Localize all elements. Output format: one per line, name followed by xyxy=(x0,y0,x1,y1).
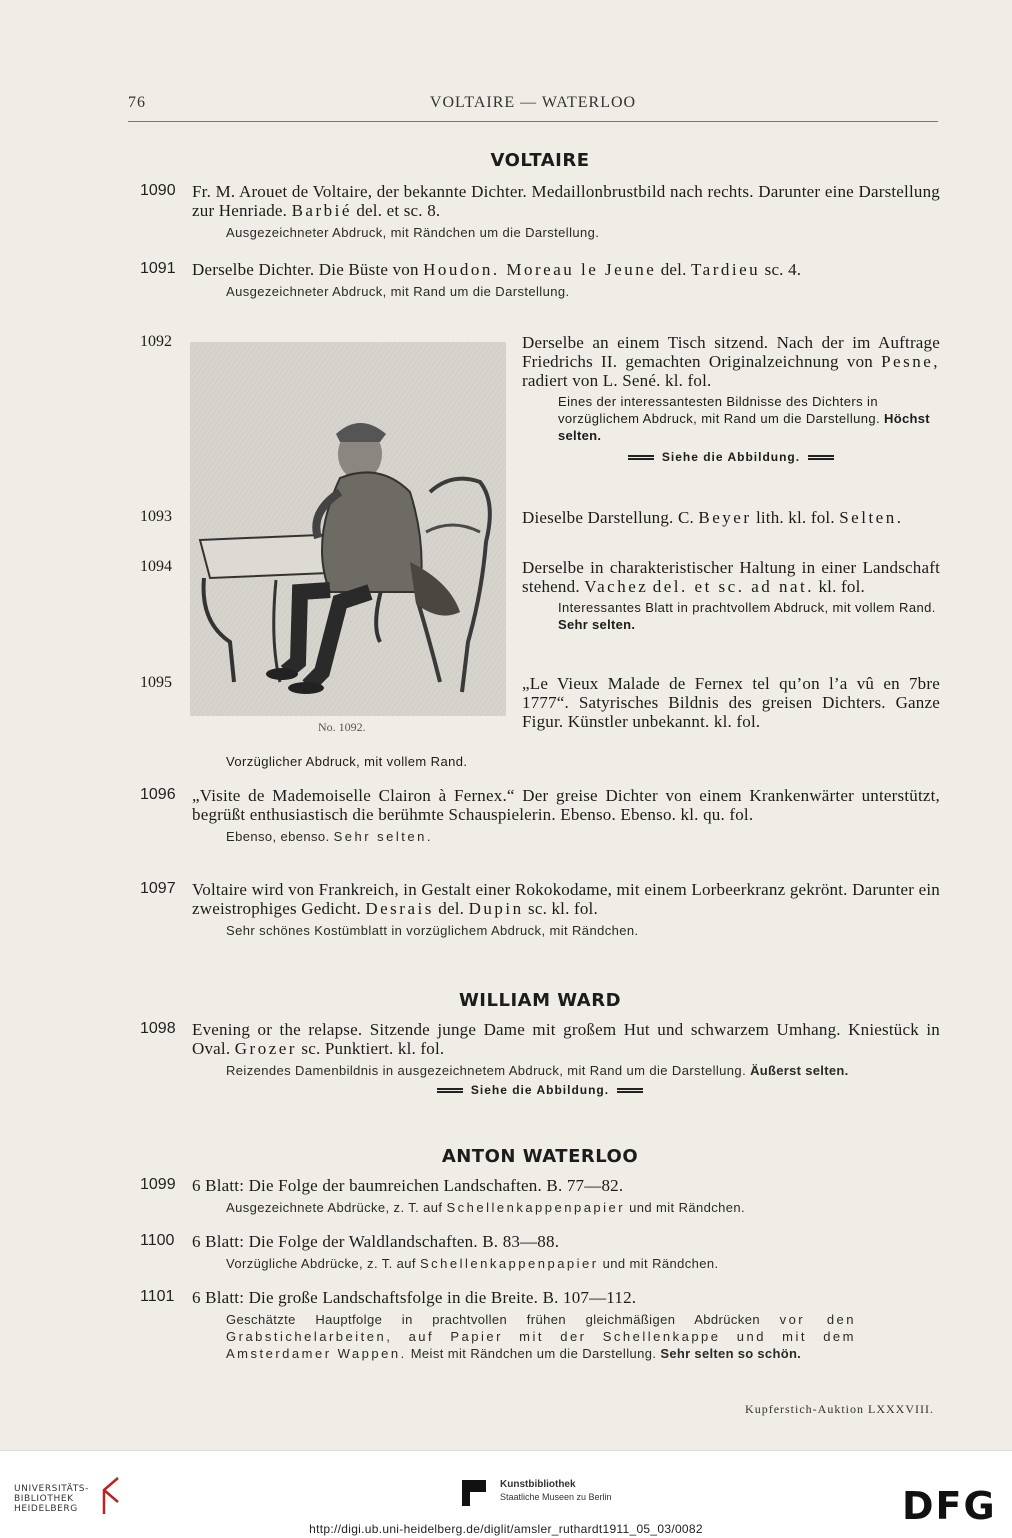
entry-text xyxy=(192,880,940,918)
note-text: Ebenso, ebenso. xyxy=(226,829,330,844)
note-text: und mit Rändchen. xyxy=(629,1200,746,1215)
entry-note xyxy=(226,1199,940,1216)
kb-subtitle: Staatliche Museen zu Berlin xyxy=(500,1492,612,1502)
ub-heidelberg-logo[interactable] xyxy=(14,1484,89,1514)
entry-note xyxy=(226,828,940,845)
source-url-link[interactable]: http://digi.ub.uni-heidelberg.de/diglit/amsler_ruthardt1911_05_03/0082 xyxy=(309,1522,703,1536)
double-rule-icon xyxy=(437,1088,463,1093)
ub-logo-line: UNIVERSITÄTS- xyxy=(14,1484,89,1494)
entry-text xyxy=(192,182,940,220)
section-title-voltaire: VOLTAIRE xyxy=(490,150,590,171)
rarity-label: Sehr selten so schön. xyxy=(660,1346,802,1361)
paper-type: Schellenkappenpapier xyxy=(419,1256,599,1271)
entry-text xyxy=(192,1020,940,1058)
note-text: Meist mit Rändchen um die Darstellung. xyxy=(410,1346,657,1361)
entry-text: 6 Blatt: Die Folge der Waldlandschaften. B. 83—88. xyxy=(192,1232,560,1251)
kunstbibliothek-logo-icon xyxy=(460,1474,488,1508)
rarity-label: Äußerst selten. xyxy=(750,1063,849,1078)
artist-name: Tardieu xyxy=(690,260,761,279)
entry-technique: radiert von L. Sené. kl. fol. xyxy=(522,371,712,390)
artist-name: Grozer xyxy=(234,1039,297,1058)
artist-name: Desrais xyxy=(365,899,434,918)
running-title: VOLTAIRE — WATERLOO xyxy=(429,94,637,111)
figure-caption: No. 1092. xyxy=(318,720,366,734)
note-text: Eines der interessantesten Bildnisse des Dichters in vorzüglichem Abdruck, mit Rand um die Darstellung. xyxy=(558,394,881,426)
artist-name: Houdon. Moreau le Jeune xyxy=(423,260,657,279)
entry-text: „Visite de Mademoiselle Clairon à Fernex.“ Der greise Dichter von einem Krankenwärter unterstützt, begrüßt enthusiastisch die berühmte Schauspielerin. Ebenso. Ebenso. kl. qu. fol. xyxy=(192,786,940,824)
entry-note xyxy=(558,599,940,633)
entry-text: „Le Vieux Malade de Fernex tel qu’on l’a vû en 7bre 1777“. Satyrisches Bildnis des greisen Dichters. Ganze Figur. Künstler unbekannt. kl. fol. xyxy=(522,674,940,731)
see-illustration-label: Siehe die Abbildung. xyxy=(661,450,801,464)
entry-technique: del. xyxy=(438,899,465,918)
entry-technique: lith. kl. fol. xyxy=(755,508,835,527)
kunstbibliothek-credit[interactable] xyxy=(500,1478,612,1503)
note-text: Vorzügliche Abdrücke, z. T. auf xyxy=(226,1256,416,1271)
page-number: 76 xyxy=(128,94,146,111)
artist-name: Vachez xyxy=(584,577,649,596)
catalog-entry-1098 xyxy=(140,1020,940,1097)
running-header xyxy=(128,92,938,122)
entry-note xyxy=(558,393,940,444)
double-rule-icon xyxy=(628,455,654,460)
entry-format: kl. fol. xyxy=(818,577,865,596)
ub-emblem-icon xyxy=(98,1476,124,1516)
rarity-label: Höchst selten. xyxy=(558,411,930,443)
note-text: Interessantes Blatt in prachtvollem Abdruck, mit vollem Rand. xyxy=(558,600,936,615)
entry-description: Evening or the relapse. Sitzende junge Dame mit großem Hut und schwarzem Umhang. Kniestück in Oval. xyxy=(192,1020,940,1058)
dfg-logo[interactable]: DFG xyxy=(902,1484,997,1528)
entry-note: Sehr schönes Kostümblatt in vorzüglichem Abdruck, mit Rändchen. xyxy=(226,923,639,938)
catalog-entry-1099 xyxy=(140,1176,940,1216)
entry-number-1094: 1094 xyxy=(140,558,172,575)
entry-number: 1098 xyxy=(140,1020,176,1037)
entry-technique: del. xyxy=(660,260,687,279)
rarity-label: Sehr selten. xyxy=(333,829,433,844)
entry-text xyxy=(192,260,940,279)
note-text: und mit Rändchen. xyxy=(602,1256,719,1271)
catalog-entry-1090 xyxy=(140,182,940,241)
catalog-entry-1100 xyxy=(140,1232,940,1272)
catalog-entry-1101 xyxy=(140,1288,940,1362)
section-title-anton-waterloo: ANTON WATERLOO xyxy=(441,1146,639,1167)
entry-technique: sc. kl. fol. xyxy=(528,899,598,918)
note-text: Ausgezeichnete Abdrücke, z. T. auf xyxy=(226,1200,443,1215)
entry-number: 1100 xyxy=(140,1232,175,1249)
entry-technique: sc. Punktiert. kl. fol. xyxy=(301,1039,445,1058)
ub-logo-line: BIBLIOTHEK xyxy=(14,1494,74,1504)
note-text: Reizendes Damenbildnis in ausgezeichnetem Abdruck, mit Rand um die Darstellung. xyxy=(226,1063,747,1078)
catalog-entry-1091 xyxy=(140,260,940,300)
entry-number-1095: 1095 xyxy=(140,674,172,691)
entry-description: Derselbe an einem Tisch sitzend. Nach der im Auftrage Friedrichs II. gemachten Originalzeichnung von xyxy=(522,333,940,371)
entry-text xyxy=(522,333,940,390)
entry-note xyxy=(226,1311,856,1362)
rarity-label: Sehr selten. xyxy=(558,617,636,632)
auction-footer: Kupferstich-Auktion LXXXVIII. xyxy=(745,1402,934,1416)
artist-name: Pesne, xyxy=(881,352,940,371)
entry-note xyxy=(226,1255,940,1272)
portrait-illustration xyxy=(190,342,506,716)
catalog-entry-1096 xyxy=(140,786,940,845)
catalog-entry-1095 xyxy=(522,674,940,731)
catalog-entry-1093 xyxy=(522,508,940,527)
section-title-william-ward: WILLIAM WARD xyxy=(458,990,622,1011)
entry-technique: del. et sc. ad nat. xyxy=(652,577,815,596)
entry-text: 6 Blatt: Die Folge der baumreichen Landschaften. B. 77—82. xyxy=(192,1176,624,1195)
double-rule-icon xyxy=(808,455,834,460)
rarity-label: Selten. xyxy=(839,508,904,527)
state-description: vor den Grabstichelarbeiten, auf Papier mit der Schellenkappe und mit dem Amsterdamer Wappen. xyxy=(226,1312,857,1361)
entry-text: 6 Blatt: Die große Landschaftsfolge in die Breite. B. 107—112. xyxy=(192,1288,637,1307)
entry-technique: del. et sc. 8. xyxy=(356,201,441,220)
entry-description: Voltaire wird von Frankreich, in Gestalt einer Rokokodame, mit einem Lorbeerkranz gekrönt. Darunter ein zweistrophiges Gedicht. xyxy=(192,880,940,918)
entry-description: Fr. M. Arouet de Voltaire, der bekannte Dichter. Medaillonbrustbild nach rechts. Darunter eine Darstellung zur Henriade. xyxy=(192,182,940,220)
entry-technique: sc. 4. xyxy=(764,260,802,279)
catalog-entry-1097 xyxy=(140,880,940,939)
entry-number: 1090 xyxy=(140,182,176,199)
entry-text xyxy=(522,558,940,596)
ub-logo-line: HEIDELBERG xyxy=(14,1504,78,1514)
entry-note xyxy=(226,1062,940,1079)
entry-number-1093: 1093 xyxy=(140,508,172,525)
entry-number-1092: 1092 xyxy=(140,333,172,350)
artist-name: Beyer xyxy=(698,508,752,527)
see-illustration xyxy=(140,1083,940,1097)
entry-number: 1096 xyxy=(140,786,176,803)
double-rule-icon xyxy=(617,1088,643,1093)
entry-description: Derselbe Dichter. Die Büste von xyxy=(192,260,419,279)
entry-number: 1097 xyxy=(140,880,176,897)
catalog-entry-1094 xyxy=(522,558,940,633)
entry-description: Dieselbe Darstellung. C. xyxy=(522,508,694,527)
entry-text xyxy=(522,508,940,527)
entry-number: 1101 xyxy=(140,1288,175,1305)
artist-name: Dupin xyxy=(468,899,524,918)
see-illustration-label: Siehe die Abbildung. xyxy=(470,1083,610,1097)
entry-number: 1091 xyxy=(140,260,176,277)
entry-note-1095: Vorzüglicher Abdruck, mit vollem Rand. xyxy=(226,754,468,769)
catalog-entry-1092 xyxy=(522,333,940,464)
voltaire-at-table-image xyxy=(190,342,506,716)
see-illustration xyxy=(522,450,940,464)
note-text: Geschätzte Hauptfolge in prachtvollen frühen gleichmäßigen Abdrücken xyxy=(226,1312,760,1327)
kb-title: Kunstbibliothek xyxy=(500,1479,576,1490)
entry-description: Derselbe in charakteristischer Haltung in einer Landschaft stehend. xyxy=(522,558,940,596)
entry-number: 1099 xyxy=(140,1176,176,1193)
artist-name: Barbié xyxy=(291,201,352,220)
entry-note: Ausgezeichneter Abdruck, mit Rand um die Darstellung. xyxy=(226,284,570,299)
entry-note: Ausgezeichneter Abdruck, mit Rändchen um die Darstellung. xyxy=(226,225,600,240)
paper-type: Schellenkappenpapier xyxy=(446,1200,626,1215)
